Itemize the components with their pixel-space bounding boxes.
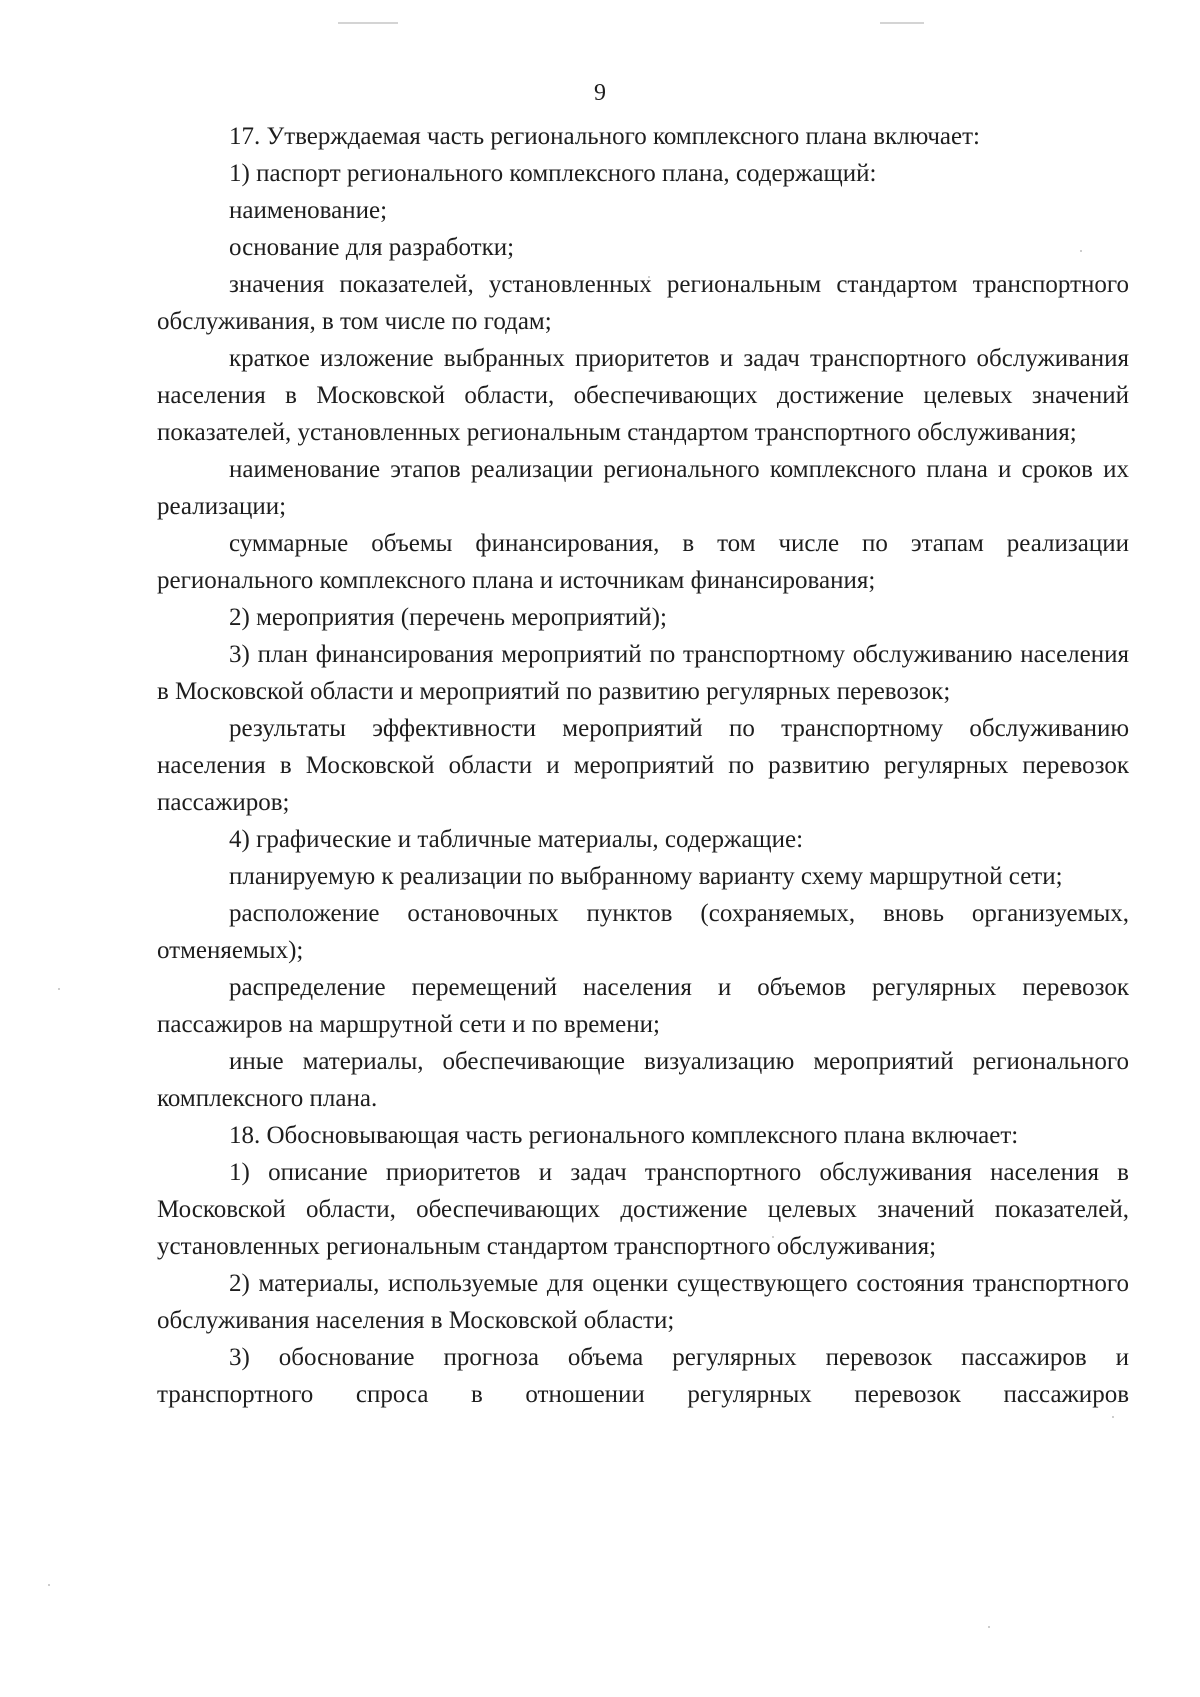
scan-artifact xyxy=(880,22,924,24)
list-item-financing-plan: 3) план финансирования мероприятий по транспортному обслуживанию населения в Московской области и мероприятий по развитию регулярных перевозок; xyxy=(157,641,1129,705)
document-body xyxy=(157,118,1129,1413)
passport-item-indicators: значения показателей, установленных региональным стандартом транспортного обслуживания, в том числе по годам; xyxy=(157,271,1129,335)
graphic-item-stops: расположение остановочных пунктов (сохраняемых, вновь организуемых, отменяемых); xyxy=(157,900,1129,964)
graphic-item-route-scheme: планируемую к реализации по выбранному варианту схему маршрутной сети; xyxy=(229,863,1063,890)
justification-item-priorities: 1) описание приоритетов и задач транспортного обслуживания населения в Московской области, обеспечивающих достижение целевых значений показателей, установленных региональным стандартом транспортного обслуживания; xyxy=(157,1159,1129,1260)
passport-item-stages: наименование этапов реализации регионального комплексного плана и сроков их реализации; xyxy=(157,456,1129,520)
scan-artifact xyxy=(1112,1416,1114,1418)
paragraph-18-heading: 18. Обосновывающая часть регионального комплексного плана включает: xyxy=(229,1122,1019,1149)
page-number: 9 xyxy=(594,80,606,106)
passport-item-name: наименование; xyxy=(229,197,388,224)
justification-item-forecast: 3) обоснование прогноза объема регулярных перевозок пассажиров и транспортного спроса в отношении регулярных перевозок пассажиров xyxy=(157,1344,1129,1408)
scan-artifact xyxy=(338,22,398,24)
graphic-item-other: иные материалы, обеспечивающие визуализацию мероприятий регионального комплексного плана. xyxy=(157,1048,1129,1112)
scan-artifact xyxy=(988,1626,990,1628)
passport-item-financing: суммарные объемы финансирования, в том числе по этапам реализации регионального комплексного плана и источникам финансирования; xyxy=(157,530,1129,594)
list-item-passport: 1) паспорт регионального комплексного плана, содержащий: xyxy=(229,160,877,187)
list-item-measures: 2) мероприятия (перечень мероприятий); xyxy=(229,604,667,631)
scan-artifact xyxy=(58,988,60,990)
passport-item-basis: основание для разработки; xyxy=(229,234,515,261)
justification-item-materials: 2) материалы, используемые для оценки существующего состояния транспортного обслуживания населения в Московской области; xyxy=(157,1270,1129,1334)
passport-item-priorities: краткое изложение выбранных приоритетов и задач транспортного обслуживания населения в Московской области, обеспечивающих достижение целевых значений показателей, установленных региональным стандартом транспортного обслуживания; xyxy=(157,345,1129,446)
paragraph-17-heading: 17. Утверждаемая часть регионального комплексного плана включает: xyxy=(229,123,980,150)
financing-plan-results: результаты эффективности мероприятий по транспортному обслуживанию населения в Московской области и мероприятий по развитию регулярных перевозок пассажиров; xyxy=(157,715,1129,816)
list-item-graphic-materials: 4) графические и табличные материалы, содержащие: xyxy=(229,826,804,853)
scan-artifact xyxy=(48,1584,50,1586)
graphic-item-distribution: распределение перемещений населения и объемов регулярных перевозок пассажиров на маршрутной сети и по времени; xyxy=(157,974,1129,1038)
